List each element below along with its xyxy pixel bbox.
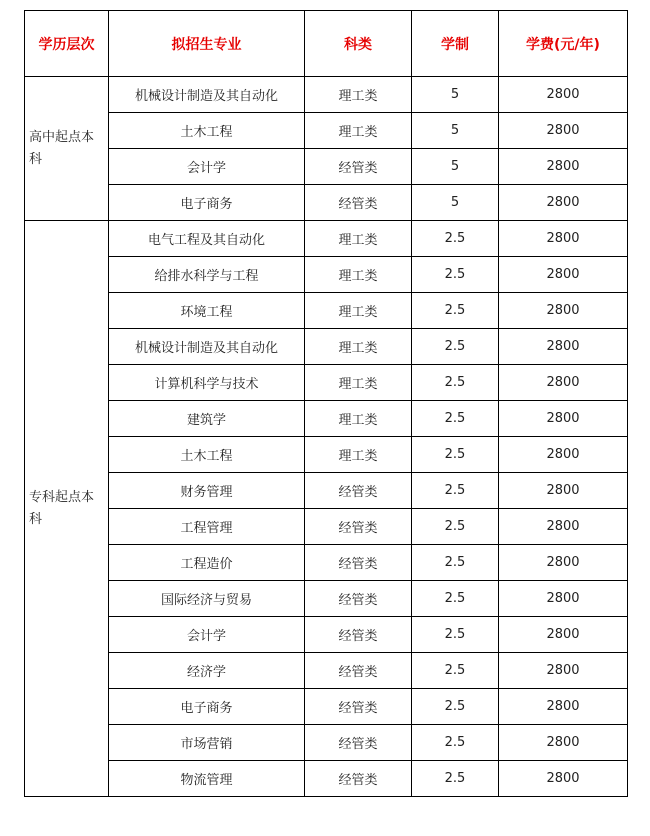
header-major: 拟招生专业 bbox=[109, 11, 305, 77]
fee-cell: 2800 bbox=[499, 653, 628, 689]
major-cell: 给排水科学与工程 bbox=[109, 257, 305, 293]
table-row bbox=[25, 401, 628, 437]
major-cell: 环境工程 bbox=[109, 293, 305, 329]
table-row bbox=[25, 221, 628, 257]
fee-cell: 2800 bbox=[499, 365, 628, 401]
duration-cell: 2.5 bbox=[412, 761, 499, 797]
table-row bbox=[25, 653, 628, 689]
category-cell: 理工类 bbox=[305, 329, 412, 365]
major-cell: 计算机科学与技术 bbox=[109, 365, 305, 401]
fee-cell: 2800 bbox=[499, 725, 628, 761]
category-cell: 经管类 bbox=[305, 185, 412, 221]
duration-cell: 2.5 bbox=[412, 257, 499, 293]
fee-cell: 2800 bbox=[499, 113, 628, 149]
fee-cell: 2800 bbox=[499, 329, 628, 365]
table-row bbox=[25, 617, 628, 653]
major-cell: 市场营销 bbox=[109, 725, 305, 761]
duration-cell: 2.5 bbox=[412, 689, 499, 725]
fee-cell: 2800 bbox=[499, 509, 628, 545]
major-cell: 土木工程 bbox=[109, 437, 305, 473]
major-cell: 工程管理 bbox=[109, 509, 305, 545]
duration-cell: 5 bbox=[412, 113, 499, 149]
duration-cell: 2.5 bbox=[412, 473, 499, 509]
duration-cell: 2.5 bbox=[412, 617, 499, 653]
major-cell: 会计学 bbox=[109, 617, 305, 653]
fee-cell: 2800 bbox=[499, 437, 628, 473]
duration-cell: 5 bbox=[412, 149, 499, 185]
category-cell: 经管类 bbox=[305, 761, 412, 797]
level-cell: 专科起点本科 bbox=[25, 221, 109, 797]
major-cell: 物流管理 bbox=[109, 761, 305, 797]
category-cell: 经管类 bbox=[305, 653, 412, 689]
table-row bbox=[25, 473, 628, 509]
table-row bbox=[25, 509, 628, 545]
major-cell: 电子商务 bbox=[109, 185, 305, 221]
category-cell: 理工类 bbox=[305, 257, 412, 293]
table-row bbox=[25, 329, 628, 365]
duration-cell: 5 bbox=[412, 185, 499, 221]
duration-cell: 2.5 bbox=[412, 293, 499, 329]
duration-cell: 2.5 bbox=[412, 401, 499, 437]
major-cell: 机械设计制造及其自动化 bbox=[109, 77, 305, 113]
table-row bbox=[25, 725, 628, 761]
table-row bbox=[25, 761, 628, 797]
fee-cell: 2800 bbox=[499, 185, 628, 221]
major-cell: 机械设计制造及其自动化 bbox=[109, 329, 305, 365]
category-cell: 理工类 bbox=[305, 221, 412, 257]
table-row bbox=[25, 689, 628, 725]
category-cell: 经管类 bbox=[305, 689, 412, 725]
table-body bbox=[25, 77, 628, 797]
header-row bbox=[25, 11, 628, 77]
category-cell: 理工类 bbox=[305, 365, 412, 401]
duration-cell: 2.5 bbox=[412, 437, 499, 473]
table-row bbox=[25, 293, 628, 329]
duration-cell: 2.5 bbox=[412, 725, 499, 761]
duration-cell: 2.5 bbox=[412, 653, 499, 689]
fee-cell: 2800 bbox=[499, 545, 628, 581]
major-cell: 建筑学 bbox=[109, 401, 305, 437]
duration-cell: 5 bbox=[412, 77, 499, 113]
duration-cell: 2.5 bbox=[412, 221, 499, 257]
header-fee: 学费(元/年) bbox=[499, 11, 628, 77]
category-cell: 经管类 bbox=[305, 725, 412, 761]
category-cell: 理工类 bbox=[305, 293, 412, 329]
fee-cell: 2800 bbox=[499, 761, 628, 797]
category-cell: 理工类 bbox=[305, 437, 412, 473]
duration-cell: 2.5 bbox=[412, 509, 499, 545]
major-cell: 电子商务 bbox=[109, 689, 305, 725]
level-cell: 高中起点本科 bbox=[25, 77, 109, 221]
fee-cell: 2800 bbox=[499, 221, 628, 257]
category-cell: 经管类 bbox=[305, 149, 412, 185]
duration-cell: 2.5 bbox=[412, 329, 499, 365]
duration-cell: 2.5 bbox=[412, 581, 499, 617]
tuition-table bbox=[24, 10, 628, 797]
major-cell: 会计学 bbox=[109, 149, 305, 185]
header-level: 学历层次 bbox=[25, 11, 109, 77]
major-cell: 工程造价 bbox=[109, 545, 305, 581]
major-cell: 国际经济与贸易 bbox=[109, 581, 305, 617]
category-cell: 经管类 bbox=[305, 509, 412, 545]
table-row bbox=[25, 365, 628, 401]
major-cell: 电气工程及其自动化 bbox=[109, 221, 305, 257]
fee-cell: 2800 bbox=[499, 473, 628, 509]
duration-cell: 2.5 bbox=[412, 365, 499, 401]
table-row bbox=[25, 545, 628, 581]
header-duration: 学制 bbox=[412, 11, 499, 77]
header-category: 科类 bbox=[305, 11, 412, 77]
category-cell: 经管类 bbox=[305, 545, 412, 581]
fee-cell: 2800 bbox=[499, 401, 628, 437]
category-cell: 经管类 bbox=[305, 473, 412, 509]
category-cell: 经管类 bbox=[305, 617, 412, 653]
major-cell: 经济学 bbox=[109, 653, 305, 689]
table-row bbox=[25, 437, 628, 473]
fee-cell: 2800 bbox=[499, 293, 628, 329]
fee-cell: 2800 bbox=[499, 617, 628, 653]
fee-cell: 2800 bbox=[499, 689, 628, 725]
fee-cell: 2800 bbox=[499, 581, 628, 617]
category-cell: 经管类 bbox=[305, 581, 412, 617]
fee-cell: 2800 bbox=[499, 77, 628, 113]
table-header bbox=[25, 11, 628, 77]
table-row bbox=[25, 77, 628, 113]
table-row bbox=[25, 113, 628, 149]
category-cell: 理工类 bbox=[305, 77, 412, 113]
fee-cell: 2800 bbox=[499, 257, 628, 293]
category-cell: 理工类 bbox=[305, 113, 412, 149]
category-cell: 理工类 bbox=[305, 401, 412, 437]
table-row bbox=[25, 185, 628, 221]
table-row bbox=[25, 257, 628, 293]
fee-cell: 2800 bbox=[499, 149, 628, 185]
table-row bbox=[25, 149, 628, 185]
major-cell: 土木工程 bbox=[109, 113, 305, 149]
duration-cell: 2.5 bbox=[412, 545, 499, 581]
table-row bbox=[25, 581, 628, 617]
major-cell: 财务管理 bbox=[109, 473, 305, 509]
